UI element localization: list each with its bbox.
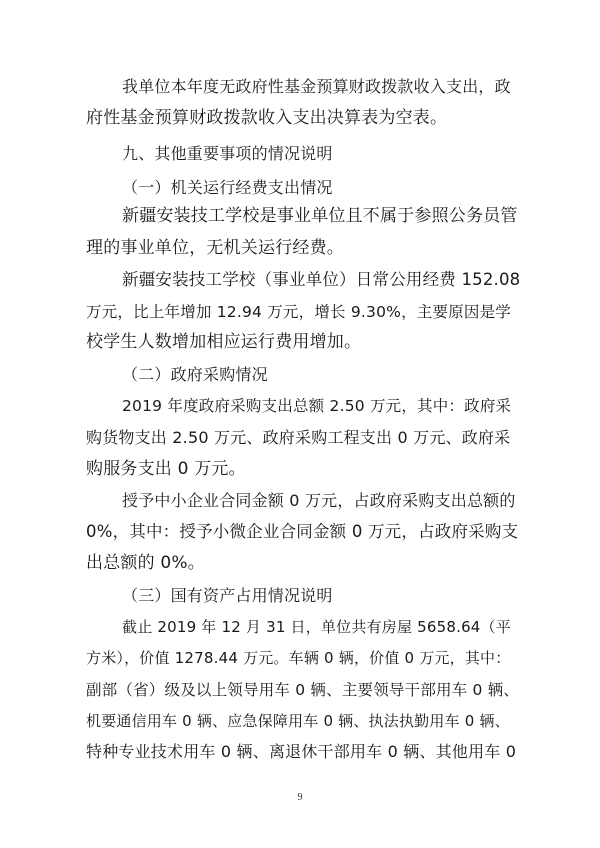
text-line: 万元，比上年增加 12.94 万元，增长 9.30%，主要原因是学 — [86, 303, 511, 321]
section-heading: 九、其他重要事项的情况说明 — [122, 144, 333, 163]
subsection-heading: （二）政府采购情况 — [122, 365, 268, 384]
text-line: 副部（省）级及以上领导用车 0 辆、主要领导干部用车 0 辆、 — [86, 681, 520, 699]
text-line: 0%，其中：授予小微企业合同金额 0 万元，占政府采购支 — [86, 522, 519, 541]
text-line: 理的事业单位，无机关运行经费。 — [86, 238, 344, 258]
text-line: 截止 2019 年 12 月 31 日，单位共有房屋 5658.64（平 — [122, 618, 511, 636]
text-line: 机要通信用车 0 辆、应急保障用车 0 辆、执法执勤用车 0 辆、 — [86, 712, 510, 730]
text-line: 出总额的 0%。 — [86, 553, 205, 573]
text-line: 特种专业技术用车 0 辆、离退休干部用车 0 辆、其他用车 0 — [86, 742, 517, 761]
text-line: 购服务支出 0 万元。 — [86, 459, 246, 479]
text-line: 方米），价值 1278.44 万元。车辆 0 辆，价值 0 万元，其中： — [86, 649, 511, 667]
subsection-heading: （三）国有资产占用情况说明 — [122, 586, 333, 605]
subsection-heading: （一）机关运行经费支出情况 — [122, 178, 333, 197]
text-line: 2019 年度政府采购支出总额 2.50 万元，其中：政府采 — [122, 397, 512, 415]
text-line: 我单位本年度无政府性基金预算财政拨款收入支出，政 — [122, 77, 511, 96]
text-line: 新疆安装技工学校是事业单位且不属于参照公务员管 — [122, 206, 518, 226]
text-line: 新疆安装技工学校（事业单位）日常公用经费 152.08 — [122, 270, 521, 289]
text-line: 校学生人数增加相应运行费用增加。 — [86, 332, 362, 352]
text-line: 购货物支出 2.50 万元、政府采购工程支出 0 万元、政府采 — [86, 428, 511, 447]
text-line: 府性基金预算财政拨款收入支出决算表为空表。 — [86, 108, 448, 128]
page-number: 9 — [297, 792, 303, 803]
text-line: 授予中小企业合同金额 0 万元，占政府采购支出总额的 — [122, 491, 516, 510]
